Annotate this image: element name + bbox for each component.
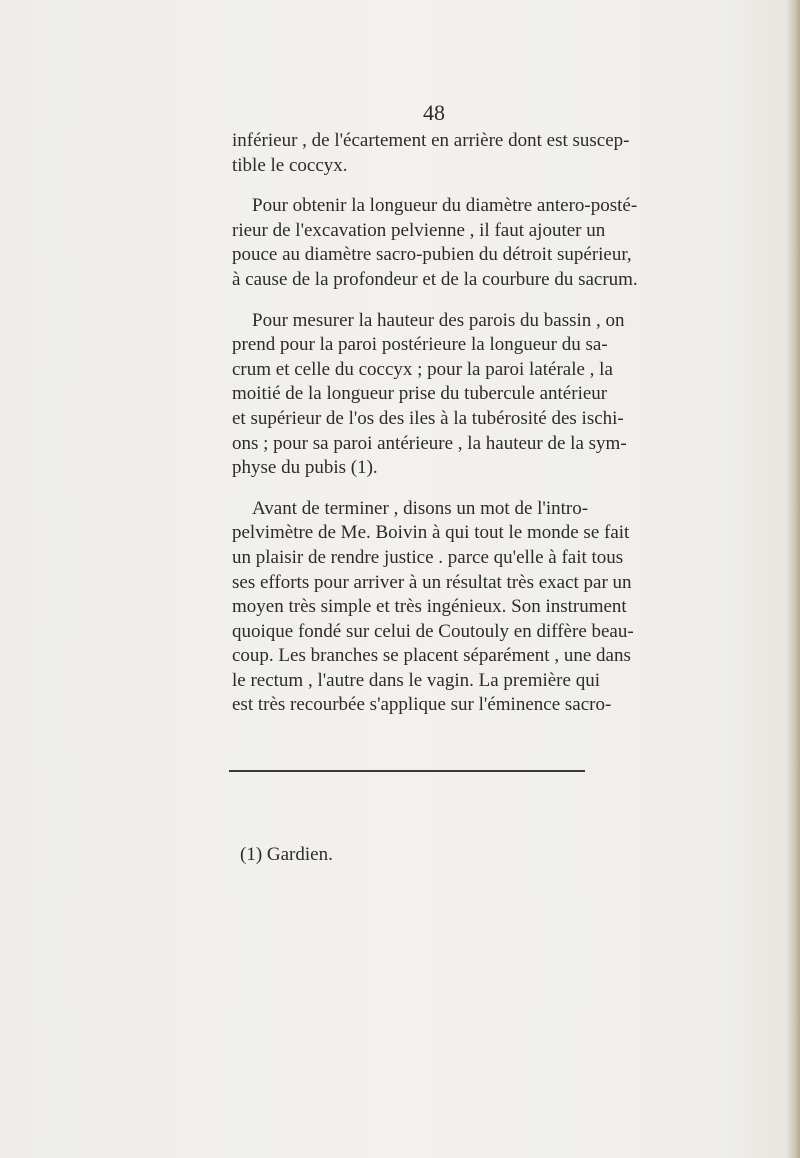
text-line: Avant de terminer , disons un mot de l'intro-: [252, 497, 589, 519]
text-line: est très recourbée s'applique sur l'éminence sacro-: [232, 694, 612, 716]
body-text: [232, 129, 638, 718]
text-line: moyen très simple et très ingénieux. Son instrument: [232, 596, 627, 618]
text-line: ons ; pour sa paroi antérieure , la hauteur de la sym-: [232, 432, 627, 454]
text-line: à cause de la profondeur et de la courbure du sacrum.: [232, 268, 638, 290]
text-line: ses efforts pour arriver à un résultat très exact par un: [232, 571, 632, 593]
text-line: physe du pubis (1).: [232, 457, 378, 479]
text-line: le rectum , l'autre dans le vagin. La première qui: [232, 669, 600, 691]
text-line: quoique fondé sur celui de Coutouly en diffère beau-: [232, 620, 634, 642]
paragraph: [232, 497, 634, 718]
text-line: rieur de l'excavation pelvienne , il faut ajouter un: [232, 219, 606, 241]
paragraph: [232, 309, 627, 481]
text-line: pouce au diamètre sacro-pubien du détroit supérieur,: [232, 244, 632, 266]
text-line: coup. Les branches se placent séparément , une dans: [232, 645, 631, 667]
text-line: inférieur , de l'écartement en arrière dont est suscep-: [232, 130, 630, 151]
page-edge-shadow: [786, 0, 800, 1158]
text-line: un plaisir de rendre justice . parce qu'elle à fait tous: [232, 546, 624, 568]
text-line: crum et celle du coccyx ; pour la paroi latérale , la: [232, 358, 613, 380]
footnote-rule: [229, 770, 585, 772]
text-line: prend pour la paroi postérieure la longueur du sa-: [232, 334, 608, 356]
text-line: Pour obtenir la longueur du diamètre antero-posté-: [252, 195, 638, 217]
footnote: (1) Gardien.: [240, 844, 333, 865]
text-line: et supérieur de l'os des iles à la tubérosité des ischi-: [232, 407, 624, 429]
paragraph: [232, 129, 630, 178]
text-line: tible le coccyx.: [232, 154, 348, 176]
text-line: Pour mesurer la hauteur des parois du bassin , on: [252, 309, 625, 331]
text-line: pelvimètre de Me. Boivin à qui tout le monde se fait: [232, 522, 630, 544]
paragraph: [232, 194, 638, 292]
text-line: moitié de la longueur prise du tubercule antérieur: [232, 383, 608, 405]
page-number: 48: [423, 100, 445, 125]
